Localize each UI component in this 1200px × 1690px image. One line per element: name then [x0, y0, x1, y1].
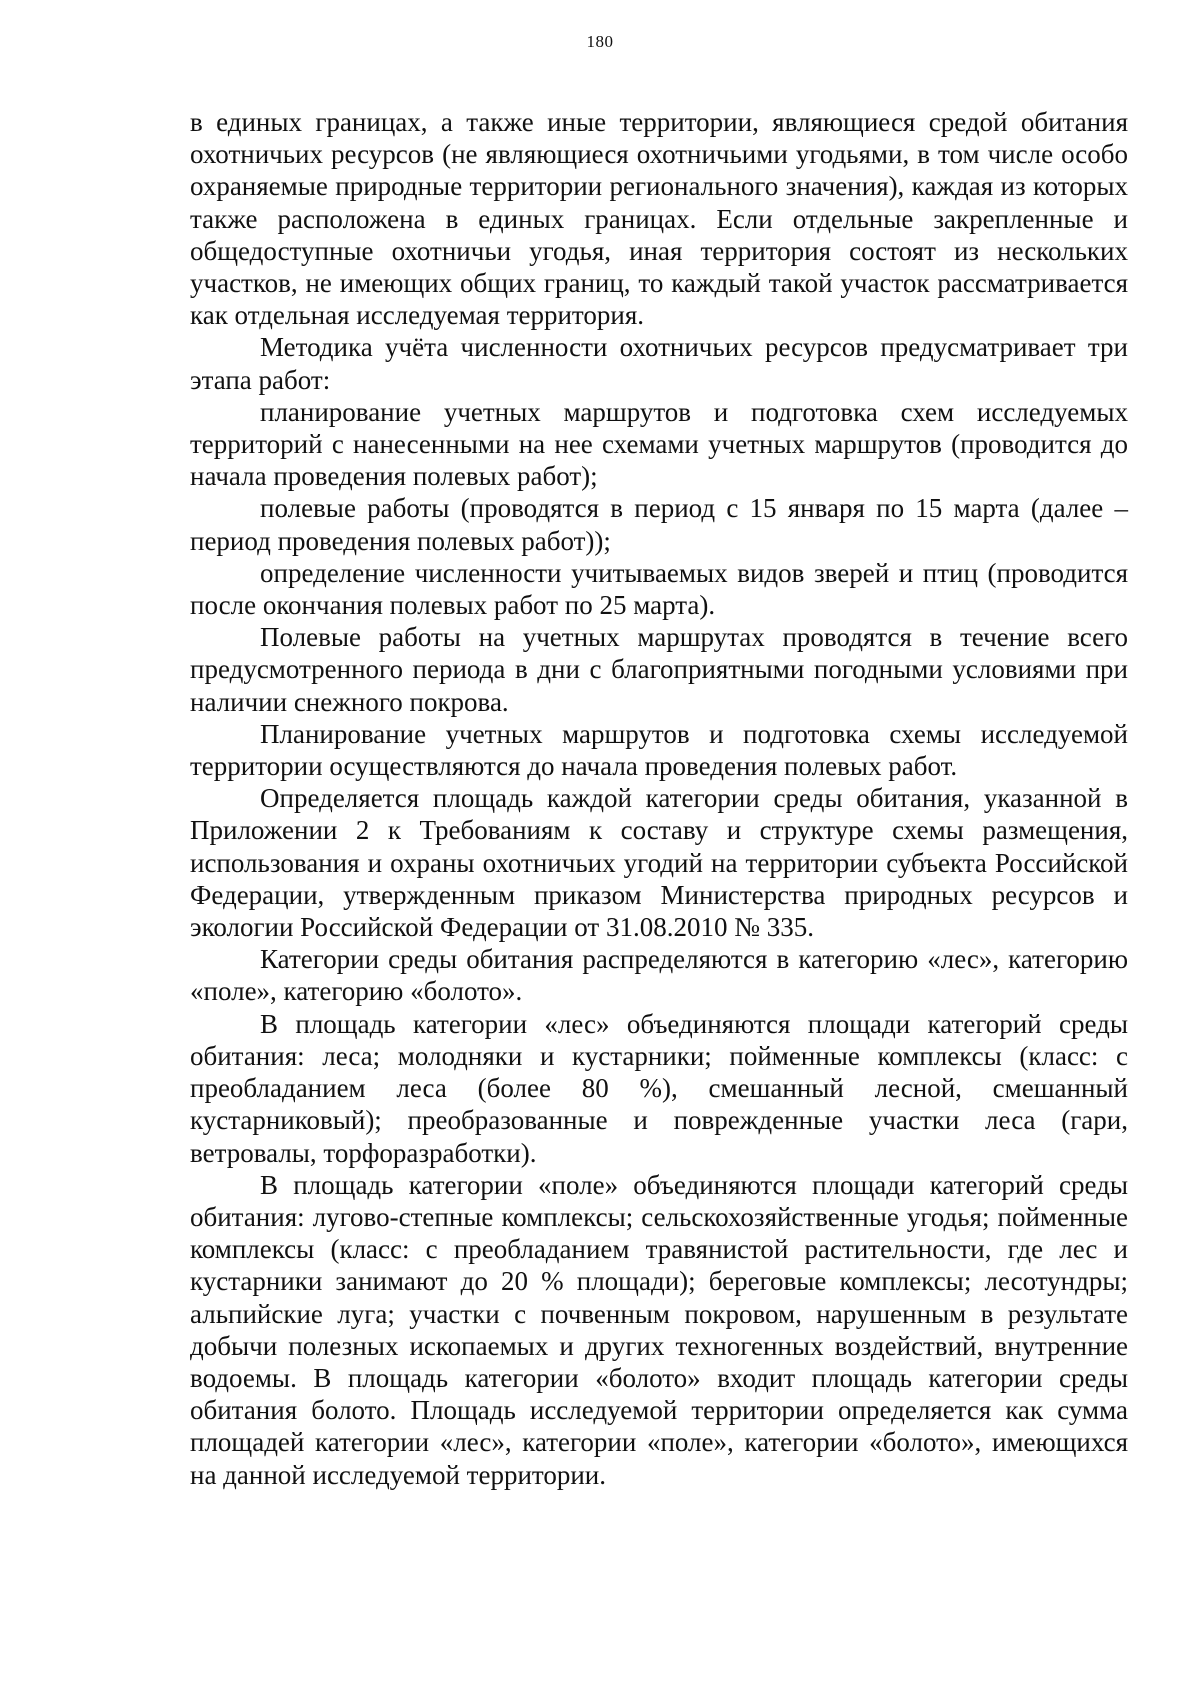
paragraph: Методика учёта численности охотничьих ресурсов предусматривает три этапа работ: [190, 332, 1128, 395]
paragraph: Категории среды обитания распределяются в категорию «лес», категорию «поле», категорию «болото». [190, 944, 1128, 1007]
paragraph: Определяется площадь каждой категории среды обитания, указанной в Приложении 2 к Требованиям к составу и структуре схемы размещения, использования и охраны охотничьих угодий на территории субъекта Российской Федерации, утвержденным приказом Министерства природных ресурсов и экологии Российской Федерации от 31.08.2010 № 335. [190, 783, 1128, 943]
list-item: определение численности учитываемых видов зверей и птиц (проводится после окончания полевых работ по 25 марта). [190, 557, 1128, 621]
paragraph: в единых границах, а также иные территории, являющиеся средой обитания охотничьих ресурсов (не являющиеся охотничьими угодьями, в том числе особо охраняемые природные территории регионального значения), каждая из которых также расположена в единых границах. Если отдельные закрепленные и общедоступные охотничьи угодья, иная территория состоят из нескольких участков, не имеющих общих границ, то каждый такой участок рассматривается как отдельная исследуемая территория. [190, 107, 1128, 331]
paragraph: Планирование учетных маршрутов и подготовка схемы исследуемой территории осуществляются до начала проведения полевых работ. [190, 718, 1128, 782]
paragraph: В площадь категории «поле» объединяются площади категорий среды обитания: лугово-степные комплексы; сельскохозяйственные угодья; пойменные комплексы (класс: с преобладанием травянистой растительности, где лес и кустарники занимают до 20 % площади); береговые комплексы; лесотундры; альпийские луга; участки с почвенным покровом, нарушенным в результате добычи полезных ископаемых и других техногенных воздействий, внутренние водоемы. В площадь категории «болото» входит площадь категории среды обитания болото. Площадь исследуемой территории определяется как сумма площадей категории «лес», категории «поле», категории «болото», имеющихся на данной исследуемой территории. [190, 1169, 1128, 1490]
paragraph: В площадь категории «лес» объединяются площади категорий среды обитания: леса; молодняки и кустарники; пойменные комплексы (класс: с преобладанием леса (более 80 %), смешанный лесной, смешанный кустарниковый); преобразованные и поврежденные участки леса (гари, ветровалы, торфоразработки). [190, 1008, 1128, 1168]
paragraph: Полевые работы на учетных маршрутах проводятся в течение всего предусмотренного периода в дни с благоприятными погодными условиями при наличии снежного покрова. [190, 622, 1128, 717]
list-item: планирование учетных маршрутов и подготовка схем исследуемых территорий с нанесенными на нее схемами учетных маршрутов (проводится до начала проведения полевых работ); [190, 396, 1128, 492]
page-number: 180 [586, 32, 614, 51]
list-item: полевые работы (проводятся в период с 15 января по 15 марта (далее – период проведения полевых работ)); [190, 493, 1128, 556]
document-body [190, 106, 1128, 1491]
